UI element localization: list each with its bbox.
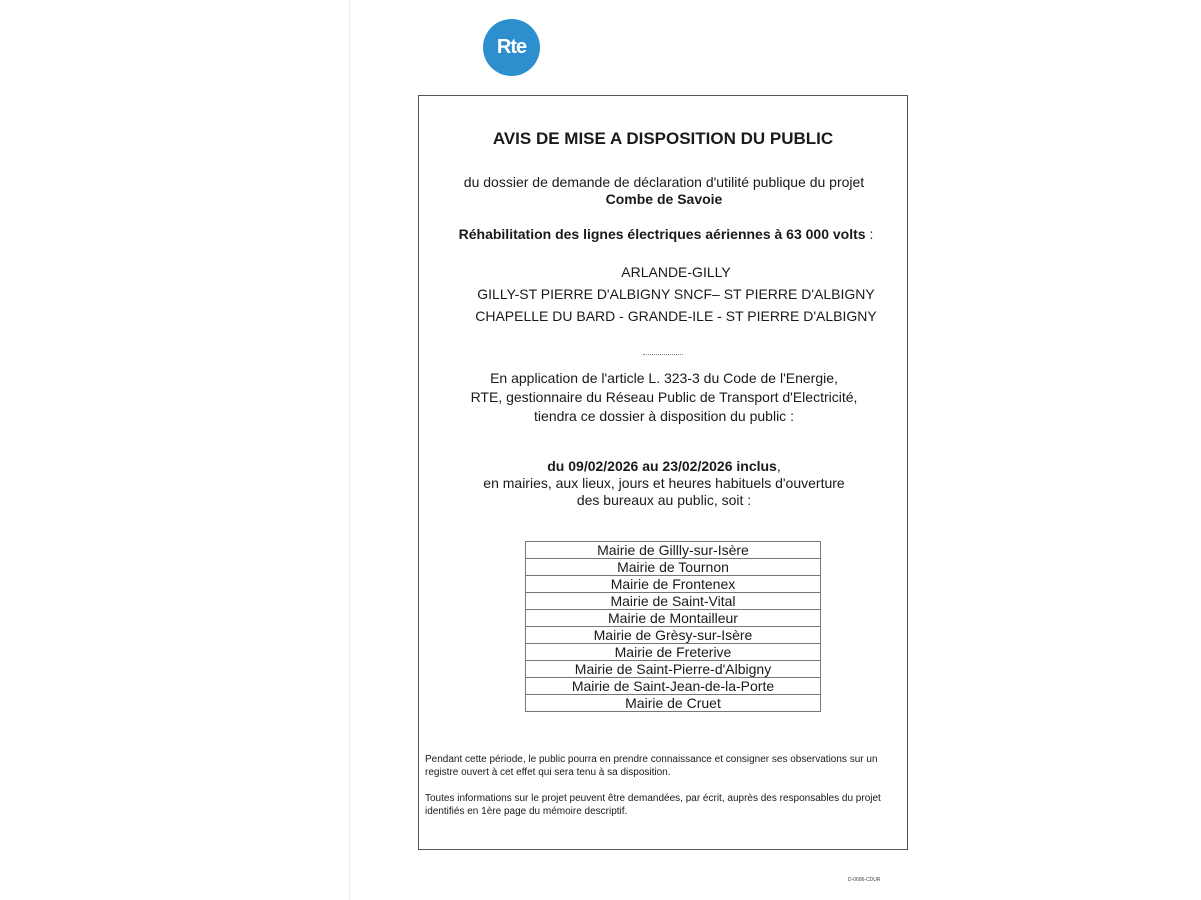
project-name: Combe de Savoie: [605, 191, 723, 207]
rehabilitation-suffix: :: [865, 226, 874, 242]
rehabilitation-bold: Réhabilitation des lignes électriques aériennes à 63 000 volts: [458, 226, 866, 242]
mairies-table: [525, 541, 821, 712]
table-row: [526, 542, 821, 559]
power-line: GILLY-ST PIERRE D'ALBIGNY SNCF– ST PIERRE D'ALBIGNY: [477, 286, 875, 302]
application-paragraph: [419, 370, 909, 427]
power-line: CHAPELLE DU BARD - GRANDE-ILE - ST PIERRE D'ALBIGNY: [475, 308, 877, 324]
mairie-cell: Mairie de Saint-Pierre-d'Albigny: [526, 661, 821, 678]
document-reference: D-0686-CDUR: [848, 877, 881, 883]
footnote-observations: Pendant cette période, le public pourra en prendre connaissance et consigner ses observations sur un registre ouvert à cet effet qui sera tenu à sa disposition.: [425, 754, 878, 778]
mairie-cell: Mairie de Cruet: [526, 695, 821, 712]
application-line: RTE, gestionnaire du Réseau Public de Transport d'Electricité,: [470, 389, 858, 405]
dates-suffix: ,: [776, 458, 781, 474]
power-lines-list: [441, 264, 911, 330]
dates-line: des bureaux au public, soit :: [576, 492, 752, 508]
mairie-cell: Mairie de Saint-Vital: [526, 593, 821, 610]
page-edge: [349, 0, 350, 900]
notice-intro: du dossier de demande de déclaration d'utilité publique du projet: [463, 174, 865, 190]
mairie-cell: Mairie de Saint-Jean-de-la-Porte: [526, 678, 821, 695]
table-row: [526, 661, 821, 678]
dates-paragraph: [419, 458, 909, 509]
logo-text: Rte: [496, 36, 527, 58]
table-row: [526, 593, 821, 610]
dates-line: en mairies, aux lieux, jours et heures habituels d'ouverture: [483, 475, 845, 491]
table-row: [526, 610, 821, 627]
separator: [643, 354, 683, 355]
footnote-information: Toutes informations sur le projet peuvent être demandées, par écrit, auprès des responsables du projet identifiés en 1ère page du mémoire descriptif.: [425, 793, 881, 817]
power-line: ARLANDE-GILLY: [621, 264, 731, 280]
rehabilitation-heading: [431, 226, 901, 242]
dates-bold: du 09/02/2026 au 23/02/2026 inclus: [547, 458, 777, 474]
notice-title: AVIS DE MISE A DISPOSITION DU PUBLIC: [492, 129, 834, 148]
mairie-cell: Mairie de Frontenex: [526, 576, 821, 593]
table-row: [526, 644, 821, 661]
rte-logo: [483, 19, 540, 76]
table-row: [526, 678, 821, 695]
mairie-cell: Mairie de Grèsy-sur-Isère: [526, 627, 821, 644]
mairie-cell: Mairie de Montailleur: [526, 610, 821, 627]
table-row: [526, 695, 821, 712]
dates-heading: [419, 458, 909, 475]
mairie-cell: Mairie de Freterive: [526, 644, 821, 661]
application-line: En application de l'article L. 323-3 du Code de l'Energie,: [490, 370, 838, 386]
mairie-cell: Mairie de Tournon: [526, 559, 821, 576]
table-row: [526, 559, 821, 576]
table-row: [526, 576, 821, 593]
application-line: tiendra ce dossier à disposition du public :: [534, 408, 794, 424]
table-row: [526, 627, 821, 644]
mairie-cell: Mairie de Gillly-sur-Isère: [526, 542, 821, 559]
notice-box: [418, 95, 908, 850]
